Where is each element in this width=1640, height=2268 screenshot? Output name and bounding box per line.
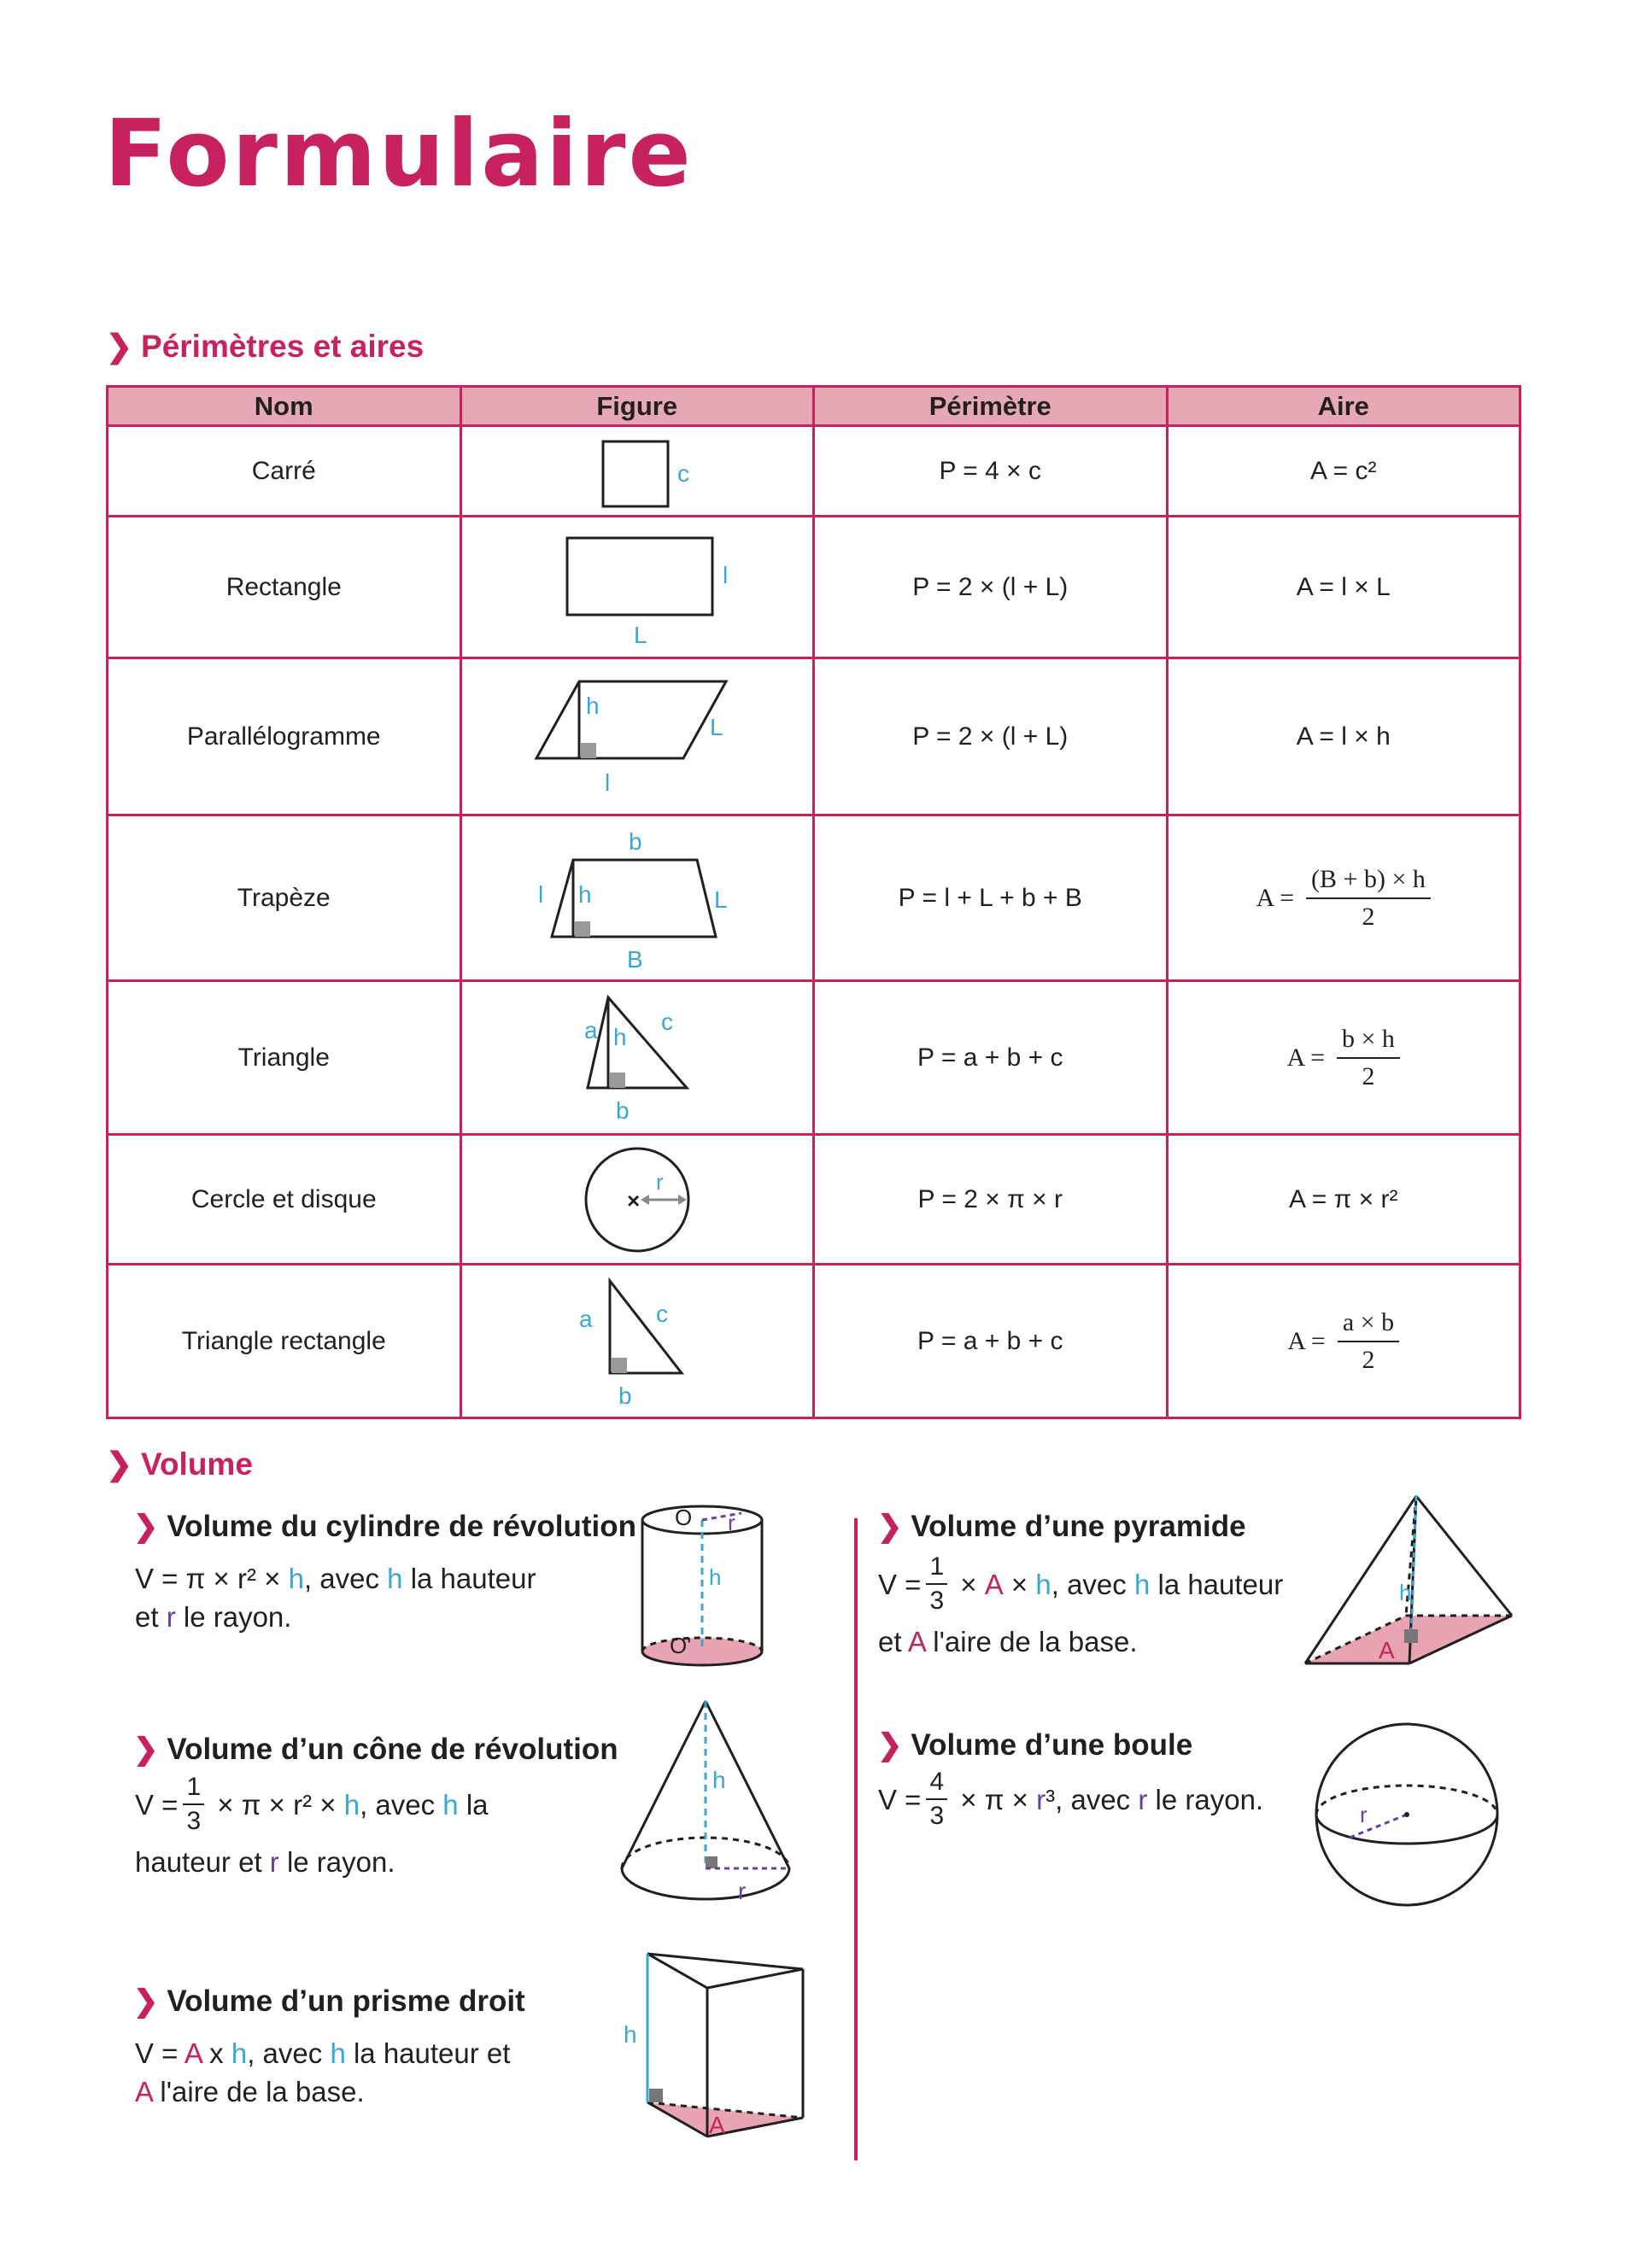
cell-perimetre: P = 2 × π × r: [814, 1135, 1168, 1265]
subsection-prisme: [133, 1984, 525, 2019]
cell-aire: [1167, 1265, 1520, 1418]
cell-aire: A = l × L: [1167, 517, 1520, 658]
cell-nom: Carré: [108, 426, 461, 517]
chevron-right-icon: ❯: [133, 1510, 159, 1543]
cell-nom: Rectangle: [108, 517, 461, 658]
sphere-figure: [1309, 1716, 1505, 1913]
label-r: r: [728, 1510, 735, 1535]
header-perimetre: Périmètre: [814, 387, 1168, 426]
formula-var: r: [269, 1846, 279, 1878]
formula-cylindre: [135, 1559, 536, 1636]
label-h: h: [585, 692, 600, 719]
formula-var: r: [1138, 1783, 1148, 1815]
label-h: h: [709, 1564, 722, 1590]
fraction-denominator: 3: [929, 1587, 945, 1615]
cell-figure: [460, 517, 814, 658]
formula-part: et: [135, 1601, 167, 1633]
label-l: l: [722, 561, 728, 588]
formula-part: × π ×: [952, 1783, 1037, 1815]
chevron-right-icon: ❯: [877, 1510, 903, 1543]
fraction: [183, 1773, 204, 1836]
triangle-figure: [552, 985, 723, 1131]
cell-figure: [460, 1265, 814, 1418]
formula-var: h: [1035, 1568, 1051, 1600]
cell-figure: [460, 1135, 814, 1265]
formula-part: V =: [135, 1788, 179, 1821]
parallelogram-figure: [526, 673, 748, 801]
formula-part: , avec: [1055, 1783, 1139, 1815]
formula-part: l'aire de la base.: [152, 2076, 365, 2107]
cell-figure: [460, 426, 814, 517]
right-triangle-figure: [552, 1269, 723, 1414]
label-c: c: [660, 1008, 673, 1035]
label-h: h: [624, 2021, 637, 2048]
formula-part: le rayon.: [1147, 1783, 1264, 1815]
label-h: h: [612, 1023, 627, 1050]
cell-perimetre: P = 4 × c: [814, 426, 1168, 517]
formula-part: la hauteur: [1150, 1568, 1284, 1600]
fraction-denominator: 3: [929, 1802, 945, 1830]
aire-prefix: A =: [1287, 1326, 1326, 1355]
cell-figure: [460, 658, 814, 815]
cell-aire: [1167, 815, 1520, 981]
prism-figure: [598, 1947, 811, 2152]
subsection-title: Volume d’une boule: [911, 1728, 1193, 1762]
fraction-numerator: 1: [183, 1773, 204, 1805]
chevron-right-icon: ❯: [106, 1447, 133, 1482]
cell-aire: A = l × h: [1167, 658, 1520, 815]
cell-perimetre: P = 2 × (l + L): [814, 517, 1168, 658]
column-divider: [854, 1518, 858, 2160]
chevron-right-icon: ❯: [133, 1984, 159, 2018]
formula-part: ×: [952, 1568, 985, 1600]
label-a: a: [583, 1016, 598, 1043]
cell-perimetre: P = l + L + b + B: [814, 815, 1168, 981]
cell-nom: Triangle: [108, 981, 461, 1135]
formula-var: h: [231, 2037, 248, 2069]
rectangle-figure: [543, 528, 731, 647]
label-r: r: [1360, 1802, 1368, 1827]
formula-var: h: [1133, 1568, 1151, 1600]
formula-var: r: [166, 1601, 176, 1633]
page-title: Formulaire: [104, 101, 694, 208]
fraction: [926, 1768, 947, 1831]
cone-figure: [613, 1694, 801, 1925]
formula-var: A: [135, 2076, 153, 2107]
svg-text:×: ×: [626, 1187, 640, 1213]
table-row: [108, 658, 1520, 815]
section-volume: [106, 1446, 253, 1482]
formula-var: A: [907, 1626, 926, 1657]
chevron-right-icon: ❯: [877, 1728, 903, 1762]
header-figure: Figure: [460, 387, 814, 426]
formula-part: la hauteur et: [345, 2037, 511, 2069]
cell-figure: [460, 981, 814, 1135]
formula-var: h: [330, 2037, 346, 2069]
label-h: h: [1399, 1580, 1412, 1605]
aire-fraction: [1337, 1025, 1400, 1091]
table-row: [108, 517, 1520, 658]
formula-part: le rayon.: [278, 1846, 395, 1878]
label-r: r: [655, 1168, 664, 1195]
fraction-numerator: 4: [926, 1768, 947, 1800]
aire-prefix: A =: [1256, 883, 1295, 912]
formula-table: [106, 385, 1521, 1419]
formula-var: A: [184, 2037, 202, 2069]
cell-nom: Trapèze: [108, 815, 461, 981]
formula-part: x: [202, 2037, 231, 2069]
fraction-numerator: b × h: [1337, 1025, 1400, 1059]
cell-perimetre: P = a + b + c: [814, 1265, 1168, 1418]
section-title: Volume: [141, 1447, 253, 1482]
section-title: Périmètres et aires: [141, 329, 425, 364]
label-h: h: [577, 880, 592, 908]
formula-var: r: [1036, 1783, 1046, 1815]
formula-var: A: [984, 1568, 1004, 1600]
formula-part: la hauteur: [402, 1563, 536, 1594]
aire-prefix: A =: [1286, 1043, 1325, 1072]
fraction: [926, 1552, 947, 1616]
label-a: a: [578, 1305, 593, 1332]
cell-aire: A = c²: [1167, 426, 1520, 517]
aire-fraction: [1338, 1308, 1399, 1375]
formula-part: , avec: [1051, 1568, 1134, 1600]
cell-figure: [460, 815, 814, 981]
cell-perimetre: P = 2 × (l + L): [814, 658, 1168, 815]
label-L: L: [633, 621, 647, 648]
formula-part: l'aire de la base.: [925, 1626, 1138, 1657]
table-row: [108, 1265, 1520, 1418]
formula-prisme: [135, 2034, 510, 2111]
formula-var: h: [288, 1563, 304, 1594]
chevron-right-icon: ❯: [133, 1733, 159, 1766]
cell-nom: Triangle rectangle: [108, 1265, 461, 1418]
cylinder-figure: [632, 1499, 777, 1679]
formula-part: , avec: [247, 2037, 331, 2069]
label-O-prime: O': [670, 1633, 692, 1658]
formula-cone: [135, 1773, 489, 1881]
formula-var: h: [387, 1563, 403, 1594]
label-h: h: [712, 1767, 726, 1793]
label-A: A: [709, 2112, 725, 2138]
cell-aire: [1167, 981, 1520, 1135]
header-aire: Aire: [1167, 387, 1520, 426]
cell-aire: A = π × r²: [1167, 1135, 1520, 1265]
label-c: c: [655, 1300, 668, 1327]
formula-var: h: [442, 1788, 459, 1821]
table-row: [108, 1135, 1520, 1265]
formula-var: h: [343, 1788, 360, 1821]
subsection-boule: [877, 1728, 1192, 1762]
formula-part: ³: [1046, 1783, 1056, 1815]
formula-part: V =: [878, 1783, 922, 1815]
section-perimetres: [106, 328, 424, 365]
label-O: O: [675, 1505, 693, 1530]
label-c: c: [676, 459, 689, 487]
label-L: L: [713, 886, 728, 913]
fraction-numerator: 1: [926, 1552, 947, 1585]
square-figure: [586, 433, 688, 510]
formula-part: V =: [135, 2037, 184, 2069]
label-l: l: [604, 769, 610, 796]
trapeze-figure: [526, 826, 748, 971]
formula-part: et: [878, 1626, 908, 1657]
formula-part: la: [458, 1788, 489, 1821]
table-row: [108, 815, 1520, 981]
subsection-cylindre: [133, 1510, 636, 1544]
header-nom: Nom: [108, 387, 461, 426]
formula-part: V = π × r² ×: [135, 1563, 289, 1594]
formula-part: hauteur et: [135, 1846, 270, 1878]
subsection-cone: [133, 1733, 618, 1767]
formula-part: V =: [878, 1568, 922, 1600]
subsection-pyramide: [877, 1510, 1246, 1544]
formula-part: , avec: [360, 1788, 443, 1821]
formula-part: , avec: [303, 1563, 388, 1594]
cell-nom: Cercle et disque: [108, 1135, 461, 1265]
subsection-title: Volume d’un prisme droit: [167, 1984, 525, 2018]
formula-part: ×: [1003, 1568, 1036, 1600]
subsection-title: Volume d’un cône de révolution: [167, 1733, 618, 1766]
label-b: b: [618, 1382, 632, 1409]
label-b: b: [615, 1096, 630, 1124]
label-A: A: [1379, 1637, 1395, 1663]
formula-pyramide: [878, 1552, 1283, 1661]
label-L: L: [709, 713, 723, 740]
circle-figure: [577, 1140, 697, 1260]
fraction-denominator: 2: [1362, 902, 1375, 931]
table-header-row: [108, 387, 1520, 426]
aire-fraction: [1306, 865, 1431, 932]
label-r: r: [738, 1878, 747, 1904]
cell-perimetre: P = a + b + c: [814, 981, 1168, 1135]
cell-nom: Parallélogramme: [108, 658, 461, 815]
table-row: [108, 426, 1520, 517]
fraction-denominator: 2: [1362, 1345, 1375, 1374]
label-b: b: [628, 827, 642, 855]
pyramid-figure: [1298, 1489, 1520, 1677]
label-B: B: [626, 945, 643, 973]
formula-part: × π × r² ×: [209, 1788, 344, 1821]
label-l: l: [537, 880, 543, 908]
subsection-title: Volume du cylindre de révolution: [167, 1510, 637, 1543]
subsection-title: Volume d’une pyramide: [911, 1510, 1246, 1543]
fraction-numerator: a × b: [1338, 1308, 1399, 1342]
formula-boule: [878, 1768, 1263, 1831]
chevron-right-icon: ❯: [106, 329, 133, 364]
table-row: [108, 981, 1520, 1135]
formula-part: le rayon.: [175, 1601, 292, 1633]
fraction-denominator: 3: [186, 1807, 202, 1835]
fraction-denominator: 2: [1362, 1061, 1375, 1090]
fraction-numerator: (B + b) × h: [1306, 865, 1431, 899]
